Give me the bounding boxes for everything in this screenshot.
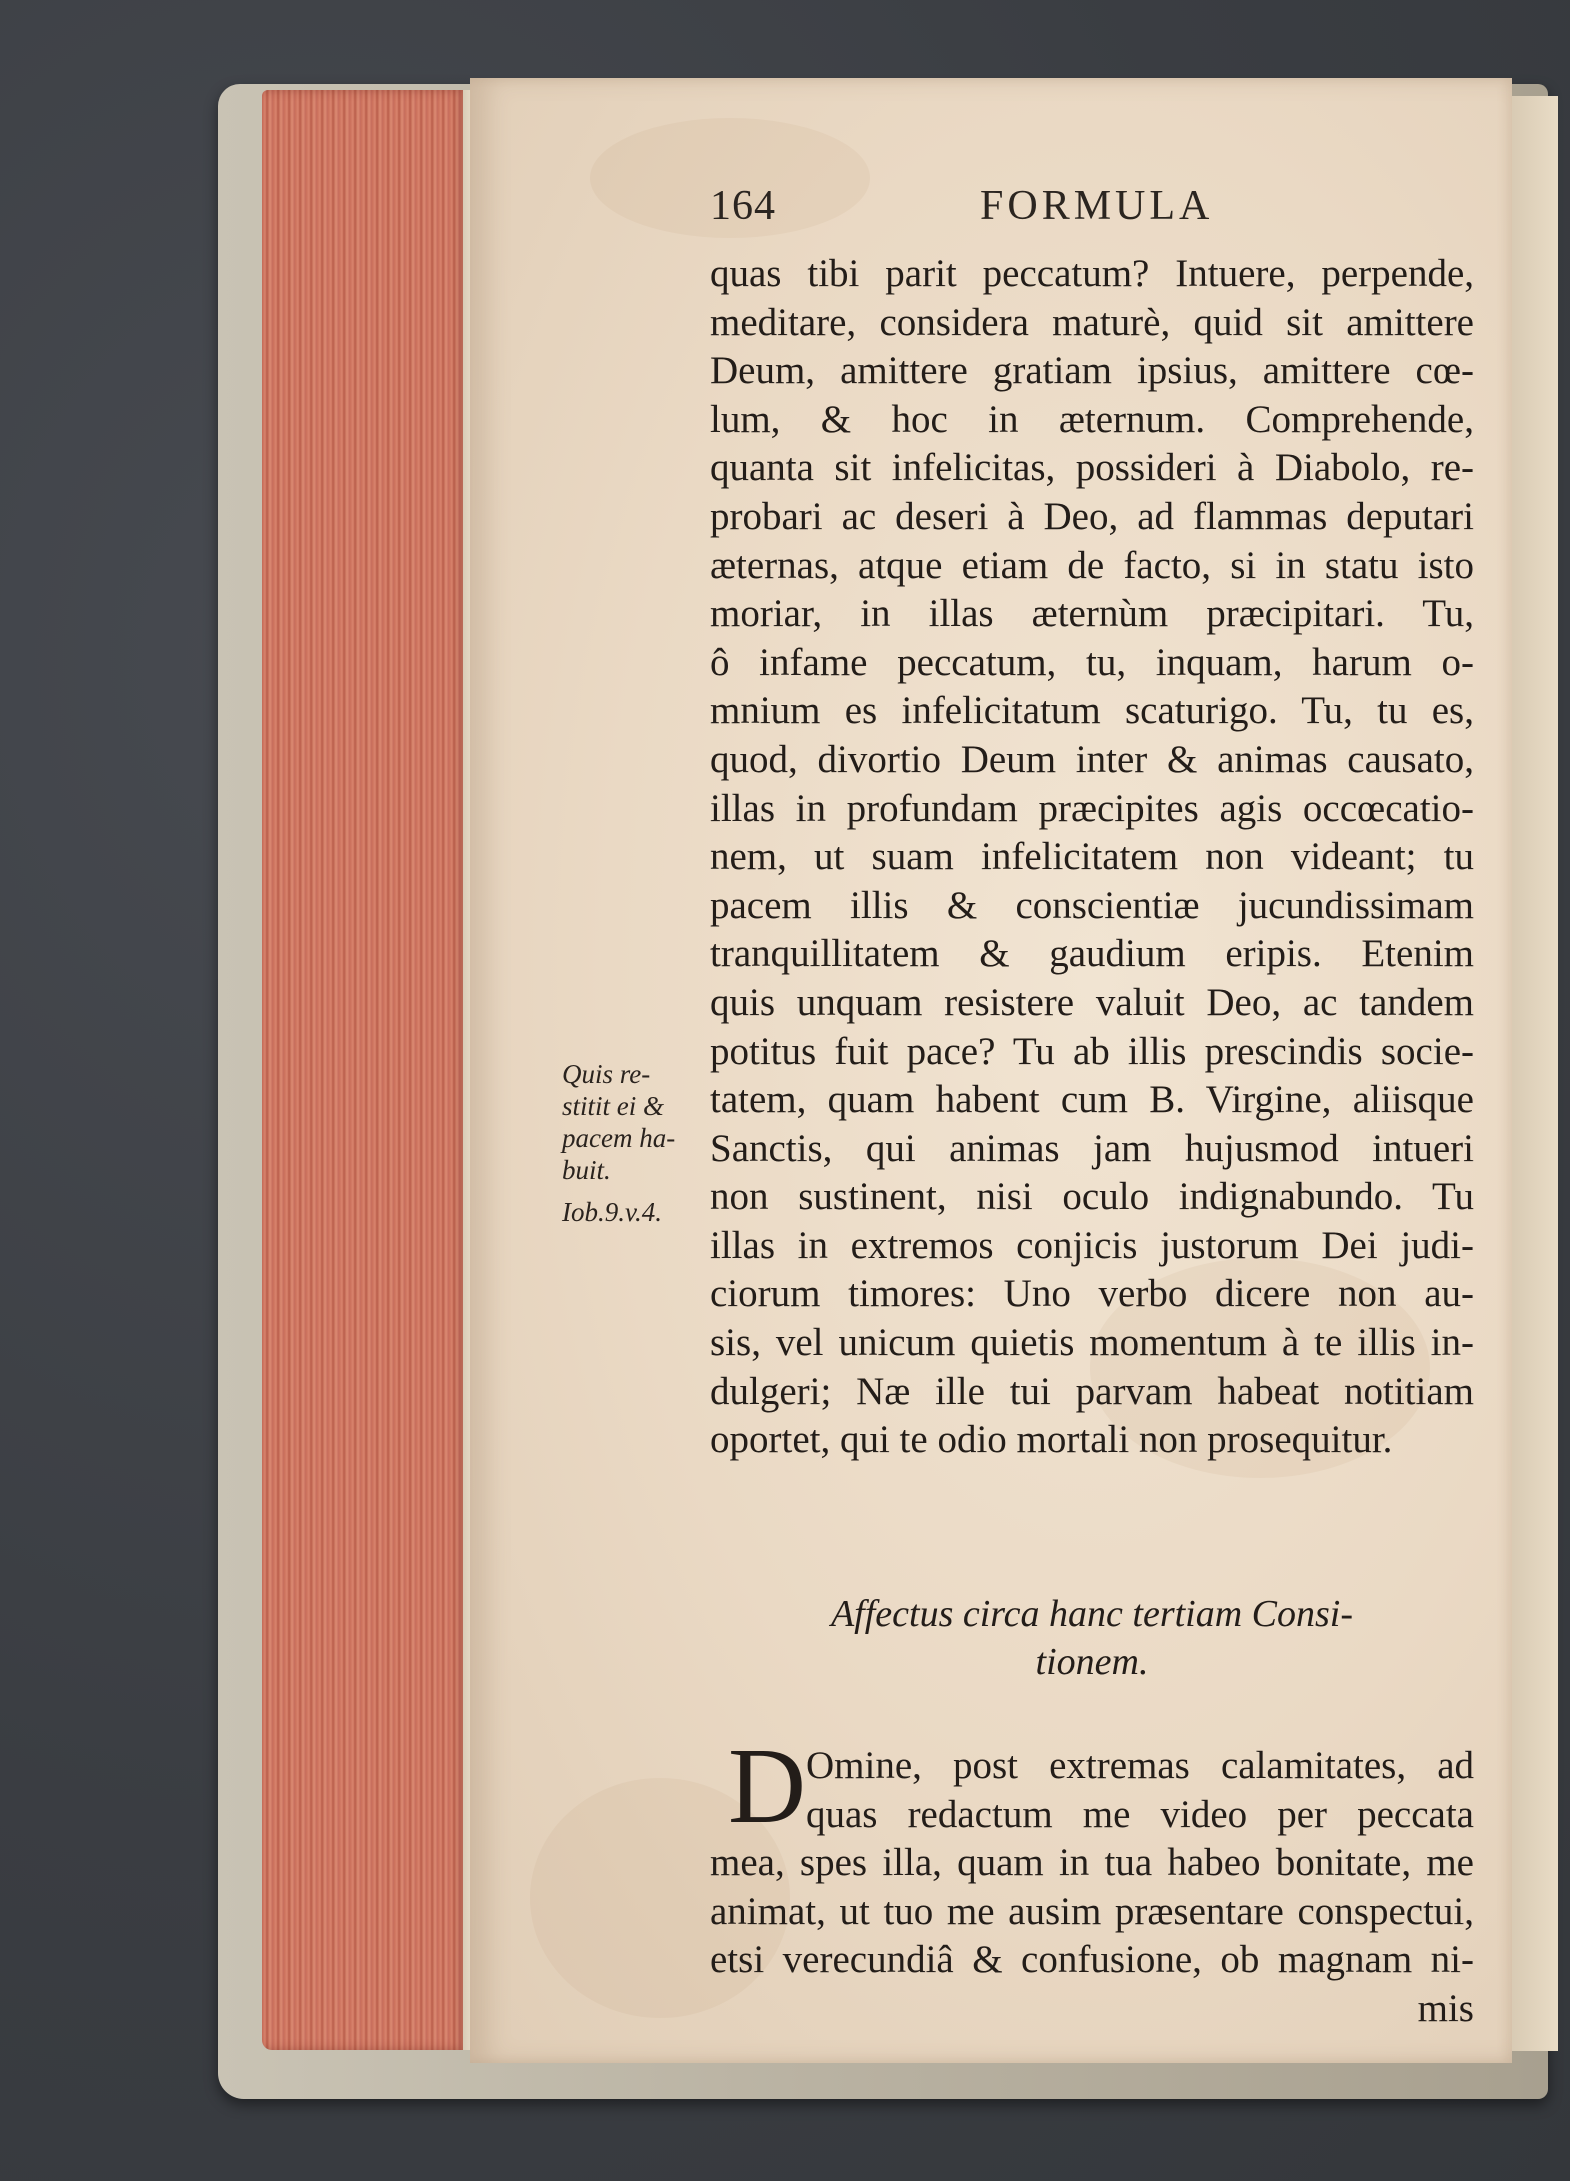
- text-line: dulgeri; Næ ille tui parvam habeat notitiam: [710, 1369, 1474, 1413]
- page-fore-edge: [262, 90, 467, 2050]
- book-page: [470, 78, 1512, 2063]
- section-heading-line: tionem.: [1035, 1641, 1149, 1683]
- text-line: ciorum timores: Uno verbo dicere non au-: [710, 1272, 1474, 1316]
- text-line: ô infame peccatum, tu, inquam, harum o-: [710, 640, 1474, 684]
- running-title: FORMULA: [980, 183, 1214, 229]
- text-line: animat, ut tuo me ausim præsentare conspectui,: [710, 1889, 1474, 1933]
- text-line: illas in profundam præcipites agis occœcatio-: [710, 786, 1474, 830]
- text-line: Sanctis, qui animas jam hujusmod intueri: [710, 1126, 1474, 1170]
- text-line: Omine, post extremas calamitates, ad: [806, 1744, 1474, 1787]
- drop-cap: D: [728, 1727, 806, 1846]
- text-line: quanta sit infelicitas, possideri à Diabolo, re-: [710, 446, 1474, 490]
- text-line: moriar, in illas æternùm præcipitari. Tu,: [710, 592, 1474, 636]
- text-line: illas in extremos conjicis justorum Dei judi-: [710, 1223, 1474, 1267]
- body-text: [710, 250, 1474, 1465]
- marginal-note-line: buit.: [562, 1155, 611, 1185]
- marginal-note-line: Quis re-: [562, 1059, 651, 1089]
- marginal-note-line: pacem ha-: [562, 1123, 676, 1153]
- text-line: tatem, quam habent cum B. Virgine, aliisque: [710, 1078, 1474, 1122]
- text-line: tranquillitatem & gaudium eripis. Etenim: [710, 932, 1474, 976]
- text-line: nem, ut suam infelicitatem non videant; tu: [710, 835, 1474, 879]
- page-header: [710, 182, 1430, 242]
- marginal-note-line: stitit ei &: [562, 1091, 665, 1121]
- text-line: quis unquam resistere valuit Deo, ac tandem: [710, 980, 1474, 1024]
- text-line: mnium es infelicitatum scaturigo. Tu, tu es,: [710, 689, 1474, 733]
- marginal-note-line: Iob.9.v.4.: [562, 1197, 662, 1227]
- text-line: non sustinent, nisi oculo indignabundo. Tu: [710, 1175, 1474, 1219]
- text-line: quod, divortio Deum inter & animas causato,: [710, 737, 1474, 781]
- text-line: æternas, atque etiam de facto, si in statu isto: [710, 543, 1474, 587]
- text-line: quas tibi parit peccatum? Intuere, perpende,: [710, 252, 1474, 295]
- text-line: pacem illis & conscientiæ jucundissimam: [710, 883, 1474, 927]
- prayer-text: [710, 1742, 1474, 2034]
- section-heading: [710, 1590, 1474, 1686]
- text-line: potitus fuit pace? Tu ab illis prescindis socie-: [710, 1029, 1474, 1073]
- facing-page-edge: [1508, 96, 1558, 2051]
- catchword: mis: [1417, 1986, 1474, 2030]
- text-line: meditare, considera maturè, quid sit amittere: [710, 300, 1474, 344]
- text-line: Deum, amittere gratiam ipsius, amittere cœ-: [710, 349, 1474, 393]
- text-line: mea, spes illa, quam in tua habeo bonitate, me: [710, 1841, 1474, 1885]
- text-line: oportet, qui te odio mortali non prosequitur.: [710, 1418, 1393, 1462]
- text-line: probari ac deseri à Deo, ad flammas deputari: [710, 494, 1474, 538]
- text-line: lum, & hoc in æternum. Comprehende,: [710, 397, 1474, 441]
- text-line: quas redactum me video per peccata: [806, 1792, 1474, 1836]
- text-line: sis, vel unicum quietis momentum à te illis in-: [710, 1321, 1474, 1365]
- page-number: 164: [710, 183, 776, 229]
- text-line: etsi verecundiâ & confusione, ob magnam ni-: [710, 1938, 1474, 1982]
- section-heading-line: Affectus circa hanc tertiam Consi-: [830, 1593, 1354, 1635]
- marginal-note: [562, 1058, 712, 1228]
